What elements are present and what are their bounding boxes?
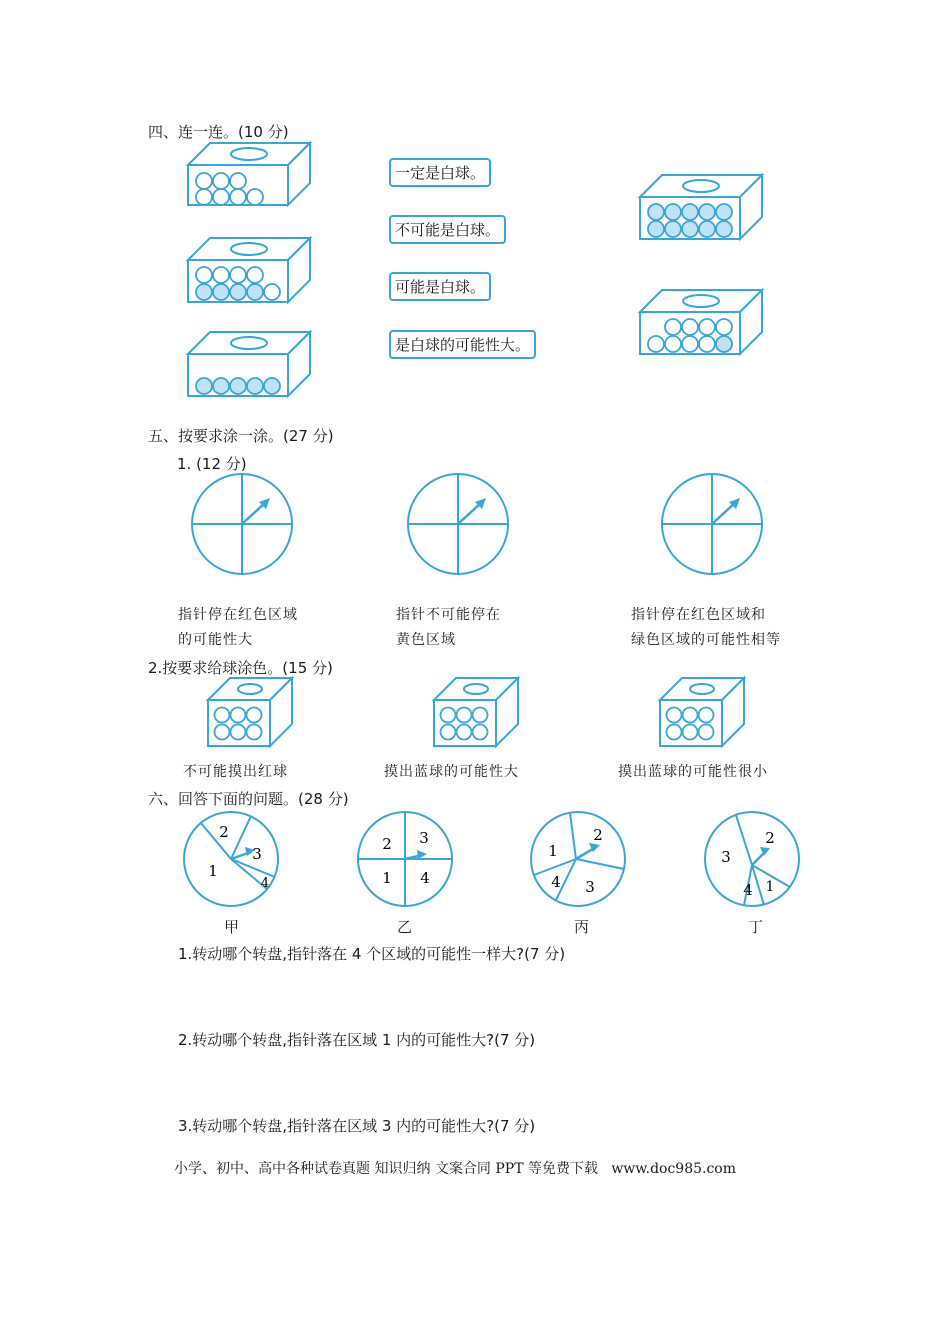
spinner-jia [184, 812, 278, 906]
bing-region-4: 4 [551, 873, 561, 891]
q2-boxes [0, 676, 950, 756]
box-e [640, 290, 762, 354]
ding-region-3: 3 [721, 848, 731, 866]
spinner-name-yi: 乙 [397, 918, 413, 936]
q1-item1-line1: 指针停在红色区域 [178, 607, 298, 623]
spinner-bing [531, 812, 625, 906]
tag-possible-white[interactable]: 可能是白球。 [389, 272, 491, 301]
yi-region-1: 1 [382, 869, 392, 887]
tag-likely-white[interactable]: 是白球的可能性大。 [389, 330, 536, 359]
bing-region-1: 1 [548, 842, 558, 860]
yi-region-4: 4 [420, 869, 430, 887]
q2-item3: 摸出蓝球的可能性很小 [618, 764, 768, 780]
box-c [188, 332, 310, 396]
spinner-name-bing: 丙 [574, 918, 590, 936]
box-b [188, 238, 310, 302]
q2-box-2[interactable] [434, 678, 518, 746]
footer-text: 小学、初中、高中各种试卷真题 知识归纳 文案合同 PPT 等免费下载 www.doc985.com [174, 1161, 737, 1177]
q2-item2: 摸出蓝球的可能性大 [384, 764, 519, 780]
question-1: 1.转动哪个转盘,指针落在 4 个区域的可能性一样大?(7 分) [178, 945, 566, 963]
box-d [640, 175, 762, 239]
q2-box-1[interactable] [208, 678, 292, 746]
section5-heading: 五、按要求涂一涂。(27 分) [148, 427, 334, 445]
q1-item2-line2: 黄色区域 [396, 632, 456, 648]
bing-region-3: 3 [585, 878, 595, 896]
tag-certain-white[interactable]: 一定是白球。 [389, 158, 491, 187]
question-3: 3.转动哪个转盘,指针落在区域 3 内的可能性大?(7 分) [178, 1117, 536, 1135]
spinner-3[interactable] [662, 474, 762, 574]
ding-region-4: 4 [743, 881, 753, 899]
box-a [188, 143, 310, 205]
q1-item3-line1: 指针停在红色区域和 [631, 607, 766, 623]
ding-region-1: 1 [765, 879, 775, 895]
jia-region-1: 1 [208, 862, 218, 880]
q1-item3-line2: 绿色区域的可能性相等 [631, 632, 781, 648]
question-2: 2.转动哪个转盘,指针落在区域 1 内的可能性大?(7 分) [178, 1031, 536, 1049]
spinner-ding [705, 812, 799, 906]
ding-region-2: 2 [765, 829, 775, 847]
jia-region-2: 2 [219, 823, 229, 841]
spinner-row [0, 470, 950, 580]
section5-q1-heading: 1. (12 分) [177, 455, 247, 473]
jia-region-3: 3 [252, 845, 262, 863]
spinner-2[interactable] [408, 474, 508, 574]
q2-box-3[interactable] [660, 678, 744, 746]
q2-item1: 不可能摸出红球 [183, 764, 288, 780]
q1-item1-line2: 的可能性大 [178, 632, 253, 648]
bing-region-2: 2 [593, 826, 603, 844]
q1-item2-line1: 指针不可能停在 [396, 607, 501, 623]
yi-region-2: 2 [382, 835, 392, 853]
section6-spinners [0, 805, 950, 915]
jia-region-4: 4 [260, 876, 270, 891]
spinner-name-jia: 甲 [224, 918, 240, 936]
section4-heading: 四、连一连。(10 分) [148, 123, 289, 141]
spinner-yi [358, 812, 452, 906]
yi-region-3: 3 [419, 829, 429, 847]
spinner-name-ding: 丁 [748, 918, 764, 936]
spinner-1[interactable] [192, 474, 292, 574]
tag-impossible-white[interactable]: 不可能是白球。 [389, 215, 506, 244]
section5-q2-heading: 2.按要求给球涂色。(15 分) [148, 659, 333, 677]
section6-heading: 六、回答下面的问题。(28 分) [148, 790, 349, 808]
